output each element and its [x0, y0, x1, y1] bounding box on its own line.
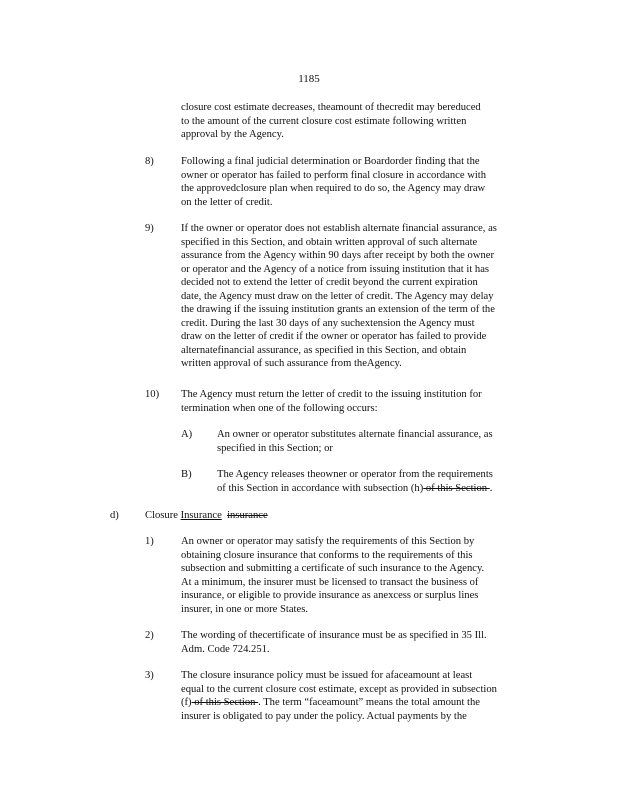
- item-d3: [181, 669, 536, 723]
- text-line: Following a final judicial determination or Boardorder finding that the: [181, 156, 480, 167]
- item-d1: [181, 535, 521, 616]
- item-number: 9): [145, 223, 154, 234]
- text-line: subsection and submitting a certificate of such insurance to the Agency.: [181, 563, 485, 574]
- item-number: 8): [145, 156, 154, 167]
- text-fragment: . The term “faceamount” means the total amount the: [258, 697, 481, 708]
- sub-item-number: A): [181, 429, 193, 440]
- text-fragment: .: [489, 482, 493, 494]
- sub-item-number: B): [181, 469, 192, 480]
- text-line: insurer is obligated to pay under the policy. Actual payments by the: [181, 710, 467, 722]
- text-line: or operator and the Agency of a notice from issuing institution that it has: [181, 263, 490, 275]
- text-line: the drawing if the issuing institution grants an extension of the term of the: [181, 304, 495, 315]
- struck-text: of this Section: [423, 482, 490, 494]
- inserted-text: Insurance: [180, 510, 222, 521]
- text-line: The Agency releases theowner or operator from the requirements: [217, 469, 493, 480]
- section-d-title: [145, 509, 345, 523]
- text-line: If the owner or operator does not establish alternate financial assurance, as: [181, 223, 497, 234]
- item-number: 2): [145, 630, 154, 641]
- text-line: approval by the Agency.: [181, 129, 284, 140]
- text-line: termination when one of the following occurs:: [181, 402, 378, 414]
- text-line: An owner or operator substitutes alternate financial assurance, as: [217, 429, 493, 440]
- text-line: date, the Agency must draw on the letter of credit. The Agency may delay: [181, 290, 494, 302]
- title-text: Closure: [145, 510, 181, 521]
- text-line: owner or operator has failed to perform final closure in accordance with: [181, 169, 487, 181]
- text-fragment: of this Section in accordance with subsection (h): [217, 482, 424, 494]
- text-line: The wording of thecertificate of insurance must be as specified in 35 Ill.: [181, 630, 487, 641]
- text-line: closure cost estimate decreases, theamount of thecredit may bereduced: [181, 102, 481, 113]
- text-line: specified in this Section, and obtain written approval of such alternate: [181, 236, 478, 248]
- text-line: to the amount of the current closure cost estimate following written: [181, 115, 467, 127]
- text-line: insurer, in one or more States.: [181, 603, 308, 615]
- text-line: draw on the letter of credit if the owner or operator has failed to provide: [181, 331, 487, 342]
- section-number: d): [110, 510, 119, 521]
- text-line: on the letter of credit.: [181, 196, 273, 208]
- struck-text: insurance: [227, 510, 268, 521]
- item-c7-continued: [181, 101, 511, 142]
- text-line: An owner or operator may satisfy the requirements of this Section by: [181, 536, 475, 547]
- text-line: The Agency must return the letter of credit to the issuing institution for: [181, 389, 482, 400]
- text-line: equal to the current closure cost estimate, except as provided in subsection: [181, 683, 497, 695]
- text-line: At a minimum, the insurer must be licensed to transact the business of: [181, 576, 479, 588]
- item-c10: [181, 388, 526, 415]
- page-number: 1185: [298, 73, 320, 85]
- item-number: 1): [145, 536, 154, 547]
- text-fragment: (f): [181, 697, 192, 708]
- text-line: the approvedclosure plan when required to do so, the Agency may draw: [181, 183, 486, 194]
- sub-item-a: [217, 428, 532, 455]
- text-line: [181, 696, 536, 710]
- text-line: decided not to extend the letter of credit beyond the current expiration: [181, 277, 478, 288]
- item-c9: [181, 222, 541, 371]
- text-line: specified in this Section; or: [217, 442, 333, 454]
- item-number: 3): [145, 670, 154, 681]
- item-c8: [181, 155, 521, 209]
- text-line: [217, 482, 532, 496]
- text-line: obtaining closure insurance that conforms to the requirements of this: [181, 549, 473, 561]
- text-line: insurance, or eligible to provide insurance as anexcess or surplus lines: [181, 590, 479, 601]
- item-d2: [181, 629, 521, 656]
- text-line: credit. During the last 30 days of any suchextension the Agency must: [181, 317, 475, 329]
- text-line: assurance from the Agency within 90 days after receipt by both the owner: [181, 250, 495, 261]
- struck-text: of this Section: [191, 697, 259, 708]
- sub-item-b: [217, 468, 532, 495]
- text-line: alternatefinancial assurance, as specified in this Section, and obtain: [181, 344, 467, 356]
- text-line: The closure insurance policy must be issued for afaceamount at least: [181, 670, 473, 681]
- item-number: 10): [145, 389, 160, 400]
- text-line: written approval of such assurance from theAgency.: [181, 358, 402, 369]
- text-line: Adm. Code 724.251.: [181, 643, 270, 655]
